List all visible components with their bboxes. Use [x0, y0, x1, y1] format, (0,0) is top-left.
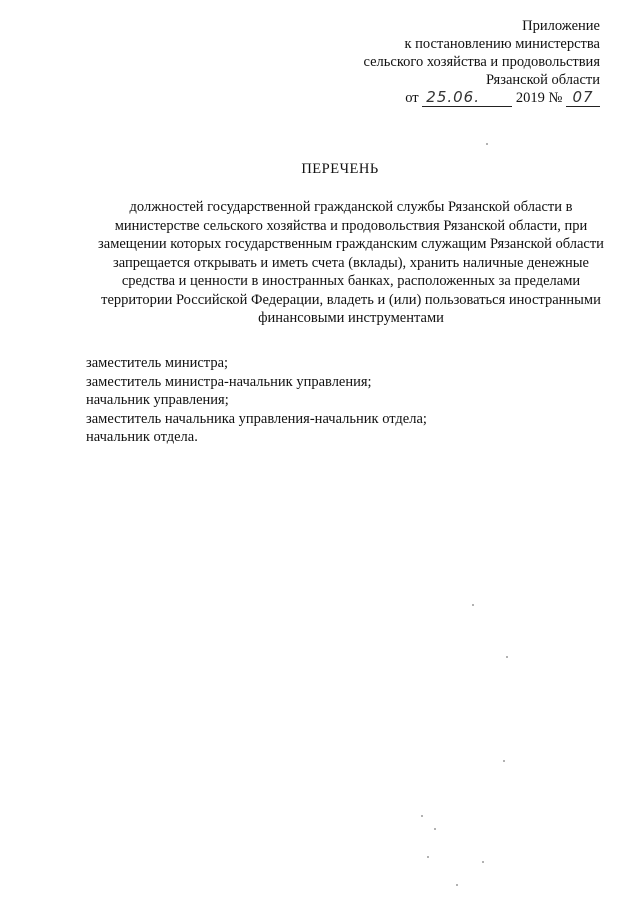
document-title: ПЕРЕЧЕНЬ — [301, 161, 379, 177]
number-field — [566, 90, 600, 107]
scan-speck — [503, 760, 505, 762]
appendix-header — [363, 17, 600, 107]
appendix-date-line — [363, 89, 600, 107]
handwritten-date: 25.06. — [426, 88, 480, 106]
date-field — [422, 90, 512, 107]
scan-speck — [427, 856, 429, 858]
list-item: заместитель министра; — [86, 355, 229, 371]
positions-list — [86, 354, 427, 447]
scan-speck — [456, 884, 458, 886]
scan-speck — [486, 143, 488, 145]
scan-speck — [506, 656, 508, 658]
scan-speck — [434, 828, 436, 830]
list-item: заместитель начальника управления-начальник отдела; — [86, 410, 427, 427]
scan-speck — [482, 861, 484, 863]
list-item: начальник управления; — [86, 392, 229, 408]
list-item: начальник отдела. — [86, 429, 198, 445]
appendix-region-line: Рязанской области — [486, 72, 600, 88]
appendix-ministry-line: сельского хозяйства и продовольствия — [363, 54, 600, 70]
number-sign: № — [548, 90, 563, 106]
handwritten-number: 07 — [572, 88, 594, 106]
year: 2019 — [515, 90, 545, 106]
appendix-label: Приложение — [522, 18, 600, 34]
appendix-resolution-line: к постановлению министерства — [404, 36, 600, 52]
date-prefix: от — [405, 90, 419, 106]
scan-speck — [472, 604, 474, 606]
list-item: заместитель министра-начальник управления; — [86, 373, 372, 390]
document-subtitle: должностей государственной гражданской службы Рязанской области в министерстве сельского хозяйства и продовольствия Рязанской области, при замещении которых государственным гражданским служащим Рязанской области запрещается открывать и иметь счета (вклады), хранить наличные денежные средства и ценности в иностранных банках, расположенных за пределами территории Российской Федерации, владеть и (или) пользоваться иностранными финансовыми инструментами — [98, 199, 604, 326]
scan-speck — [421, 815, 423, 817]
